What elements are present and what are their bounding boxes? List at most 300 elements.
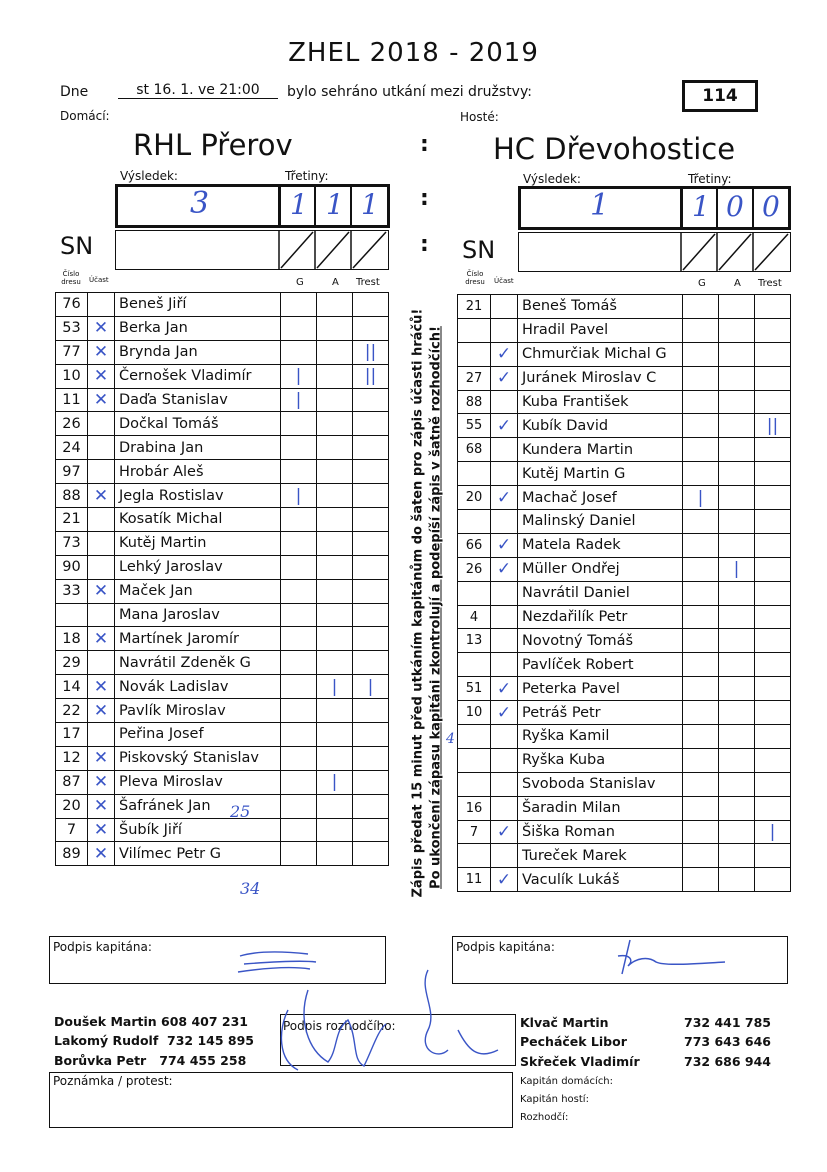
home-player-name: Šafránek Jan: [115, 794, 281, 818]
away-player-row: [458, 796, 791, 820]
captain-home-label: Kapitán domácích:: [520, 1076, 614, 1087]
away-player-name: Ryška Kamil: [518, 725, 683, 749]
home-player-penalty: [353, 818, 389, 842]
referee-sign-label: Podpis rozhodčího:: [283, 1019, 396, 1033]
home-player-goals: [281, 460, 317, 484]
away-player-assists: |: [719, 557, 755, 581]
away-player-number: 7: [458, 820, 491, 844]
away-player-row: [458, 581, 791, 605]
home-player-presence: ✕: [88, 579, 115, 603]
home-player-name: Martínek Jaromír: [115, 627, 281, 651]
home-player-row: [56, 555, 389, 579]
away-player-name: Kuba František: [518, 390, 683, 414]
away-player-row: [458, 342, 791, 366]
away-player-assists: [719, 653, 755, 677]
home-player-assists: [317, 699, 353, 723]
home-player-row: [56, 316, 389, 340]
away-player-goals: [683, 796, 719, 820]
away-player-penalty: [755, 462, 791, 486]
home-player-goals: [281, 555, 317, 579]
away-player-name: Navrátil Daniel: [518, 581, 683, 605]
away-player-number: [458, 510, 491, 534]
away-col-g: G: [698, 278, 706, 289]
home-col-number: Číslo dresu: [61, 270, 81, 286]
away-player-row: [458, 725, 791, 749]
home-player-penalty: [353, 531, 389, 555]
home-player-goals: [281, 603, 317, 627]
home-player-presence: [88, 603, 115, 627]
home-player-presence: ✕: [88, 675, 115, 699]
home-player-penalty: [353, 316, 389, 340]
away-player-number: 21: [458, 295, 491, 319]
home-player-penalty: [353, 460, 389, 484]
home-player-number: 53: [56, 316, 88, 340]
away-player-penalty: [755, 342, 791, 366]
home-player-number: 97: [56, 460, 88, 484]
away-player-number: 51: [458, 677, 491, 701]
away-result-box: [518, 186, 791, 230]
home-player-name: Jegla Rostislav: [115, 484, 281, 508]
home-player-penalty: [353, 579, 389, 603]
away-player-assists: [719, 605, 755, 629]
home-player-presence: ✕: [88, 627, 115, 651]
home-player-number: 77: [56, 340, 88, 364]
home-player-row: [56, 603, 389, 627]
away-player-row: [458, 438, 791, 462]
home-player-assists: [317, 603, 353, 627]
home-player-row: [56, 794, 389, 818]
home-player-row: [56, 531, 389, 555]
home-player-row: [56, 340, 389, 364]
home-player-penalty: [353, 388, 389, 412]
away-player-row: [458, 390, 791, 414]
home-player-goals: [281, 746, 317, 770]
home-player-penalty: [353, 842, 389, 866]
away-player-penalty: [755, 677, 791, 701]
home-player-assists: [317, 460, 353, 484]
away-player-goals: [683, 605, 719, 629]
away-player-row: [458, 605, 791, 629]
away-player-presence: ✓: [491, 677, 518, 701]
away-player-number: [458, 772, 491, 796]
home-player-number: 24: [56, 436, 88, 460]
away-player-number: [458, 318, 491, 342]
away-player-presence: [491, 510, 518, 534]
home-player-name: Berka Jan: [115, 316, 281, 340]
ref-left-1: Doušek Martin 608 407 231: [54, 1014, 248, 1029]
home-player-row: [56, 627, 389, 651]
away-player-assists: [719, 796, 755, 820]
away-player-goals: [683, 581, 719, 605]
home-player-penalty: [353, 555, 389, 579]
home-roster-table: [55, 292, 389, 866]
home-player-presence: [88, 436, 115, 460]
home-player-number: 20: [56, 794, 88, 818]
away-period-2: 0: [726, 190, 744, 223]
home-player-presence: ✕: [88, 388, 115, 412]
home-player-row: [56, 770, 389, 794]
away-player-name: Petráš Petr: [518, 701, 683, 725]
home-col-presence: Účast: [89, 276, 109, 284]
away-player-number: 11: [458, 868, 491, 892]
home-captain-sign-label: Podpis kapitána:: [53, 940, 152, 954]
away-player-number: 10: [458, 701, 491, 725]
home-player-assists: [317, 316, 353, 340]
away-captain-sign-label: Podpis kapitána:: [456, 940, 555, 954]
home-period-1: 1: [290, 188, 308, 221]
home-player-row: [56, 699, 389, 723]
home-player-row: [56, 508, 389, 532]
away-player-penalty: [755, 844, 791, 868]
home-player-goals: [281, 316, 317, 340]
home-player-name: Daďa Stanislav: [115, 388, 281, 412]
away-player-penalty: [755, 772, 791, 796]
away-player-penalty: ||: [755, 414, 791, 438]
away-player-goals: [683, 748, 719, 772]
home-player-goals: |: [281, 388, 317, 412]
away-col-a: A: [734, 278, 741, 289]
away-player-presence: [491, 390, 518, 414]
home-period-2: 1: [326, 188, 344, 221]
home-player-row: [56, 651, 389, 675]
home-player-number: 22: [56, 699, 88, 723]
home-player-penalty: [353, 651, 389, 675]
home-player-row: [56, 723, 389, 747]
away-player-number: [458, 653, 491, 677]
home-player-goals: [281, 794, 317, 818]
home-player-assists: [317, 723, 353, 747]
away-period-1: 1: [692, 190, 710, 223]
away-player-name: Beneš Tomáš: [518, 295, 683, 319]
home-player-presence: ✕: [88, 794, 115, 818]
home-player-row: [56, 842, 389, 866]
home-player-goals: [281, 508, 317, 532]
home-col-g: G: [296, 277, 304, 288]
away-player-row: [458, 748, 791, 772]
home-player-name: Piskovský Stanislav: [115, 746, 281, 770]
referee-signature: [268, 950, 508, 1090]
away-player-assists: [719, 820, 755, 844]
home-result-box: [115, 184, 390, 228]
away-team-name: HC Dřevohostice: [493, 132, 736, 166]
away-period-3: 0: [762, 190, 780, 223]
away-player-number: [458, 748, 491, 772]
home-player-presence: ✕: [88, 770, 115, 794]
ref-right-1-name: Klvač Martin: [520, 1015, 609, 1030]
away-player-assists: [719, 366, 755, 390]
away-player-number: 88: [458, 390, 491, 414]
home-player-assists: [317, 436, 353, 460]
home-player-assists: [317, 842, 353, 866]
ref-right-3-phone: 732 686 944: [684, 1054, 771, 1069]
home-player-name: Černošek Vladimír: [115, 364, 281, 388]
home-team-name: RHL Přerov: [133, 128, 293, 162]
away-player-name: Svoboda Stanislav: [518, 772, 683, 796]
away-player-name: Novotný Tomáš: [518, 629, 683, 653]
away-player-name: Malinský Daniel: [518, 510, 683, 534]
home-player-presence: [88, 555, 115, 579]
away-player-goals: [683, 677, 719, 701]
away-player-name: Müller Ondřej: [518, 557, 683, 581]
home-player-row: [56, 388, 389, 412]
away-player-name: Machač Josef: [518, 486, 683, 510]
away-player-row: [458, 820, 791, 844]
home-player-row: [56, 460, 389, 484]
away-player-goals: [683, 653, 719, 677]
away-player-goals: [683, 533, 719, 557]
away-player-penalty: [755, 557, 791, 581]
away-player-assists: [719, 629, 755, 653]
home-player-name: Peřina Josef: [115, 723, 281, 747]
home-player-penalty: [353, 484, 389, 508]
home-player-assists: [317, 531, 353, 555]
home-player-number: 87: [56, 770, 88, 794]
away-player-assists: [719, 462, 755, 486]
home-player-number: [56, 603, 88, 627]
home-player-penalty: [353, 603, 389, 627]
away-roster-table: [457, 294, 791, 892]
away-player-penalty: [755, 318, 791, 342]
away-player-assists: [719, 510, 755, 534]
home-player-name: Lehký Jaroslav: [115, 555, 281, 579]
away-player-assists: [719, 772, 755, 796]
away-player-goals: [683, 318, 719, 342]
home-player-assists: [317, 555, 353, 579]
away-score: 1: [590, 188, 610, 223]
home-sn-label: SN: [60, 232, 94, 260]
away-player-goals: [683, 366, 719, 390]
away-player-assists: [719, 725, 755, 749]
away-player-penalty: [755, 510, 791, 534]
notes-box: [49, 1072, 513, 1128]
away-player-name: Šiška Roman: [518, 820, 683, 844]
home-player-number: 73: [56, 531, 88, 555]
home-player-name: Navrátil Zdeněk G: [115, 651, 281, 675]
captain-away-label: Kapitán hostí:: [520, 1094, 589, 1105]
away-player-assists: [719, 342, 755, 366]
away-player-name: Šaradin Milan: [518, 796, 683, 820]
away-player-presence: ✓: [491, 342, 518, 366]
home-player-row: [56, 364, 389, 388]
away-player-row: [458, 677, 791, 701]
home-player-assists: [317, 818, 353, 842]
away-player-name: Juránek Miroslav C: [518, 366, 683, 390]
away-player-goals: [683, 868, 719, 892]
away-player-row: [458, 318, 791, 342]
away-player-goals: [683, 438, 719, 462]
home-player-name: Kutěj Martin: [115, 531, 281, 555]
home-player-goals: |: [281, 364, 317, 388]
away-player-name: Kutěj Martin G: [518, 462, 683, 486]
home-player-assists: [317, 293, 353, 317]
home-player-presence: [88, 651, 115, 675]
away-player-number: [458, 844, 491, 868]
away-player-penalty: [755, 366, 791, 390]
away-player-presence: [491, 748, 518, 772]
home-player-penalty: [353, 508, 389, 532]
home-player-number: 10: [56, 364, 88, 388]
ref-right-2-name: Pecháček Libor: [520, 1034, 627, 1049]
away-player-assists: [719, 318, 755, 342]
away-player-number: 55: [458, 414, 491, 438]
home-player-assists: |: [317, 770, 353, 794]
home-player-penalty: |: [353, 675, 389, 699]
away-player-penalty: [755, 295, 791, 319]
away-player-assists: [719, 486, 755, 510]
away-player-assists: [719, 844, 755, 868]
match-date: st 16. 1. ve 21:00: [118, 82, 278, 99]
away-player-name: Hradil Pavel: [518, 318, 683, 342]
away-player-row: [458, 295, 791, 319]
away-player-number: [458, 725, 491, 749]
home-player-presence: [88, 531, 115, 555]
pleva-note: 25: [230, 802, 251, 821]
home-player-goals: [281, 436, 317, 460]
away-player-presence: [491, 629, 518, 653]
away-player-presence: ✓: [491, 486, 518, 510]
home-player-name: Maček Jan: [115, 579, 281, 603]
ref-right-3-name: Skřeček Vladimír: [520, 1054, 640, 1069]
home-player-assists: [317, 508, 353, 532]
away-player-assists: [719, 438, 755, 462]
home-player-number: 76: [56, 293, 88, 317]
away-player-row: [458, 629, 791, 653]
away-player-presence: ✓: [491, 701, 518, 725]
home-player-goals: [281, 627, 317, 651]
home-player-number: 89: [56, 842, 88, 866]
away-player-assists: [719, 677, 755, 701]
away-player-number: 66: [458, 533, 491, 557]
away-sn-label: SN: [462, 236, 496, 264]
away-player-number: 16: [458, 796, 491, 820]
away-player-penalty: [755, 868, 791, 892]
away-player-penalty: [755, 701, 791, 725]
away-player-row: [458, 486, 791, 510]
away-player-presence: [491, 318, 518, 342]
home-player-number: 18: [56, 627, 88, 651]
home-player-row: [56, 436, 389, 460]
away-player-number: [458, 342, 491, 366]
away-player-assists: [719, 295, 755, 319]
away-player-row: [458, 844, 791, 868]
home-player-presence: ✕: [88, 746, 115, 770]
home-player-name: Drabina Jan: [115, 436, 281, 460]
away-player-assists: [719, 581, 755, 605]
home-player-presence: ✕: [88, 316, 115, 340]
home-player-presence: [88, 412, 115, 436]
vertical-note-1: Zápis předat 15 minut před utkáním kapitánům do šaten pro zápis účasti hráčů!: [410, 308, 426, 898]
date-label: Dne: [60, 84, 89, 100]
home-player-number: 90: [56, 555, 88, 579]
away-player-presence: ✓: [491, 533, 518, 557]
away-player-name: Chmurčiak Michal G: [518, 342, 683, 366]
away-captain-signature: [600, 932, 730, 978]
away-player-goals: [683, 701, 719, 725]
away-player-presence: [491, 725, 518, 749]
home-player-name: Pleva Miroslav: [115, 770, 281, 794]
away-player-assists: [719, 390, 755, 414]
home-player-penalty: [353, 770, 389, 794]
home-player-number: 14: [56, 675, 88, 699]
home-player-row: [56, 746, 389, 770]
home-player-presence: ✕: [88, 484, 115, 508]
away-player-goals: [683, 557, 719, 581]
home-sn-slashes: [278, 230, 390, 270]
home-player-presence: ✕: [88, 818, 115, 842]
away-player-presence: [491, 462, 518, 486]
away-player-name: Pavlíček Robert: [518, 653, 683, 677]
home-player-name: Brynda Jan: [115, 340, 281, 364]
home-player-row: [56, 484, 389, 508]
away-player-row: [458, 510, 791, 534]
away-player-number: 4: [458, 605, 491, 629]
away-player-assists: [719, 414, 755, 438]
home-result-label: Výsledek:: [120, 169, 178, 183]
home-period-3: 1: [361, 188, 379, 221]
home-player-row: [56, 675, 389, 699]
away-player-number: 27: [458, 366, 491, 390]
home-player-goals: [281, 340, 317, 364]
away-player-penalty: [755, 605, 791, 629]
away-player-presence: [491, 772, 518, 796]
home-player-penalty: [353, 699, 389, 723]
away-player-row: [458, 414, 791, 438]
away-player-presence: [491, 796, 518, 820]
away-player-presence: ✓: [491, 366, 518, 390]
colon-separator: :: [420, 132, 429, 157]
home-player-penalty: ||: [353, 340, 389, 364]
home-player-name: Dočkal Tomáš: [115, 412, 281, 436]
away-player-penalty: [755, 653, 791, 677]
home-player-goals: [281, 842, 317, 866]
home-player-goals: |: [281, 484, 317, 508]
away-player-row: [458, 868, 791, 892]
vertical-note-2: Po ukončení zápasu kapitáni zkontrolují a podepíší zápis v šatně rozhodčích!: [428, 326, 444, 889]
home-player-number: 11: [56, 388, 88, 412]
away-player-presence: [491, 581, 518, 605]
ref-left-2: Lakomý Rudolf 732 145 895: [54, 1033, 254, 1048]
away-player-penalty: [755, 796, 791, 820]
home-player-number: 33: [56, 579, 88, 603]
away-player-row: [458, 772, 791, 796]
home-player-assists: [317, 627, 353, 651]
away-player-presence: [491, 295, 518, 319]
home-player-name: Vilímec Petr G: [115, 842, 281, 866]
away-player-name: Tureček Marek: [518, 844, 683, 868]
referee-label: Rozhodčí:: [520, 1112, 569, 1123]
home-player-number: 12: [56, 746, 88, 770]
away-player-penalty: [755, 533, 791, 557]
home-player-assists: [317, 794, 353, 818]
home-player-penalty: [353, 436, 389, 460]
home-score: 3: [190, 186, 210, 221]
home-periods-label: Třetiny:: [285, 169, 329, 183]
away-player-presence: [491, 844, 518, 868]
away-player-number: [458, 462, 491, 486]
home-col-trest: Trest: [356, 277, 380, 288]
home-player-goals: [281, 293, 317, 317]
home-player-row: [56, 293, 389, 317]
home-player-name: Šubík Jiří: [115, 818, 281, 842]
home-player-penalty: ||: [353, 364, 389, 388]
home-player-row: [56, 579, 389, 603]
home-player-name: Kosatík Michal: [115, 508, 281, 532]
away-player-goals: [683, 462, 719, 486]
away-player-row: [458, 462, 791, 486]
away-player-name: Peterka Pavel: [518, 677, 683, 701]
home-player-presence: [88, 723, 115, 747]
petras-note: 4: [446, 731, 455, 747]
